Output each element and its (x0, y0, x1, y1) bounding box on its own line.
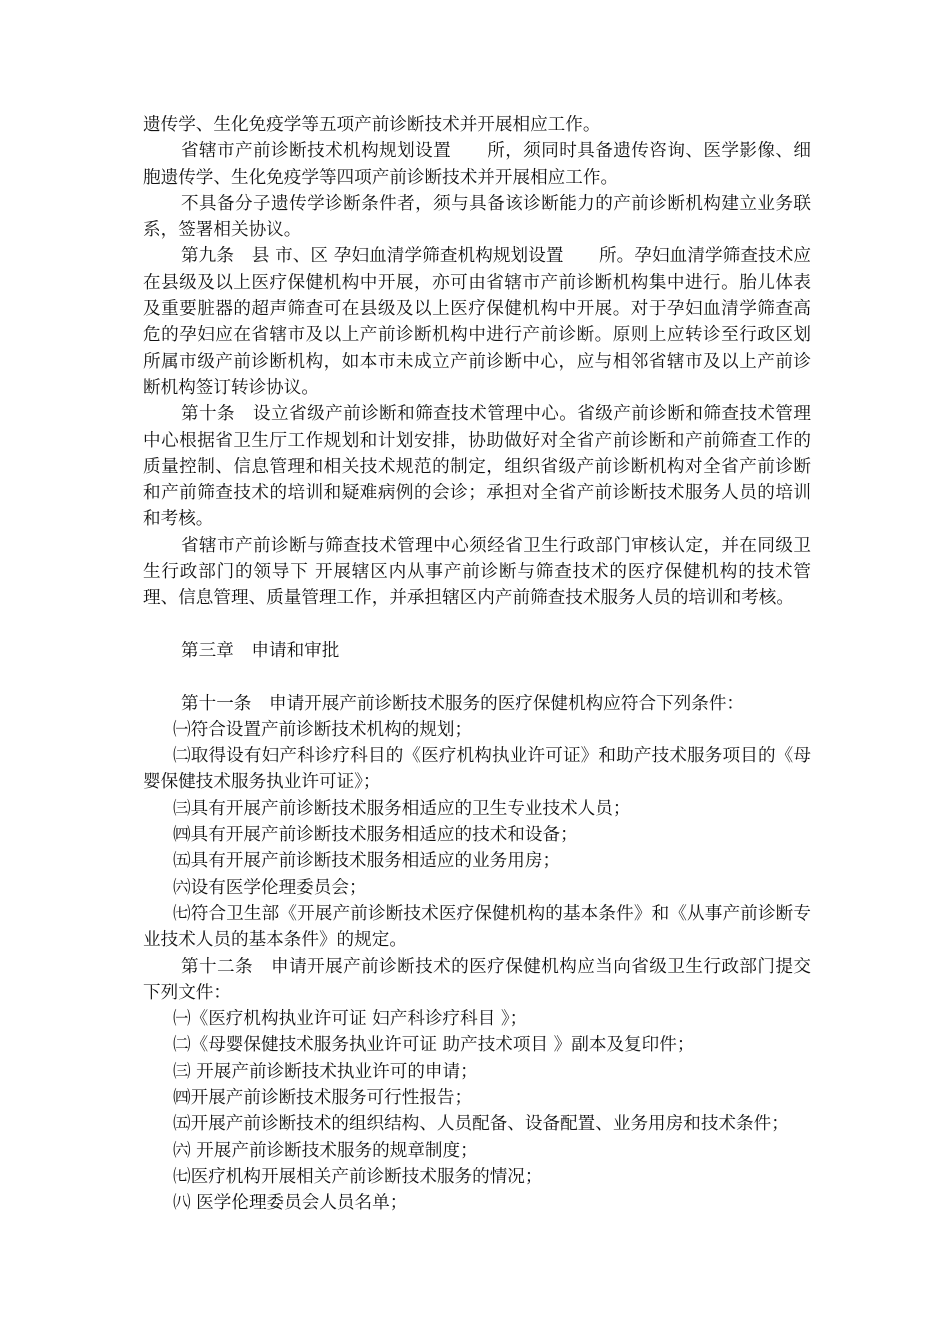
list-item: ㈣开展产前诊断技术服务可行性报告； (173, 1087, 473, 1108)
article-12: 第十二条 申请开展产前诊断技术的医疗保健机构应当向省级卫生行政部门提交下列文件： (143, 956, 811, 1003)
chapter-heading: 第三章 申请和审批 (181, 640, 340, 661)
article-10: 第十条 设立省级产前诊断和筛查技术管理中心。省级产前诊断和筛查技术管理中心根据省卫生厅工作规划和计划安排，协助做好对全省产前诊断和产前筛查工作的质量控制、信息管理和相关技术规范的制定，组织省级产前诊断机构对全省产前诊断和产前筛查技术的培训和疑难病例的会诊；承担对全省产前诊断技术服务人员的培训和考核。 (143, 404, 811, 530)
paragraph: 省辖市产前诊断技术机构规划设置 所，须同时具备遗传咨询、医学影像、细胞遗传学、生化免疫学等四项产前诊断技术并开展相应工作。 (143, 141, 811, 188)
list-item: ㈦符合卫生部《开展产前诊断技术医疗保健机构的基本条件》和《从事产前诊断专业技术人员的基本条件》的规定。 (143, 903, 811, 951)
article-11: 第十一条 申请开展产前诊断技术服务的医疗保健机构应符合下列条件： (181, 693, 745, 714)
list-item: ㈢具有开展产前诊断技术服务相适应的卫生专业技术人员； (173, 798, 631, 819)
list-item: ㈣具有开展产前诊断技术服务相适应的技术和设备； (173, 825, 578, 846)
list-item: ㈠《医疗机构执业许可证 妇产科诊疗科目 》； (173, 1009, 528, 1030)
list-item: ㈥设有医学伦理委员会； (173, 877, 367, 898)
list-item: ㈡取得设有妇产科诊疗科目的《医疗机构执业许可证》和助产技术服务项目的《母婴保健技术服务执业许可证》； (143, 746, 811, 793)
paragraph: 不具备分子遗传学诊断条件者，须与具备该诊断能力的产前诊断机构建立业务联系，签署相关协议。 (143, 193, 811, 241)
list-item: ㈠符合设置产前诊断技术机构的规划； (173, 719, 473, 740)
list-item: ㈦医疗机构开展相关产前诊断技术服务的情况； (173, 1166, 543, 1187)
paragraph: 省辖市产前诊断与筛查技术管理中心须经省卫生行政部门审核认定，并在同级卫生行政部门的领导下 开展辖区内从事产前诊断与筛查技术的医疗保健机构的技术管理、信息管理、质量管理工作，并承担辖区内产前筛查技术服务人员的培训和考核。 (143, 535, 811, 609)
list-item: ㈢ 开展产前诊断技术执业许可的申请； (173, 1061, 478, 1082)
spacer (143, 664, 811, 690)
list-item: ㈡《母婴保健技术服务执业许可证 助产技术项目 》副本及复印件； (173, 1035, 695, 1056)
list-item: ㈤开展产前诊断技术的组织结构、人员配备、设备配置、业务用房和技术条件； (173, 1114, 789, 1135)
paragraph: 遗传学、生化免疫学等五项产前诊断技术并开展相应工作。 (143, 115, 601, 135)
document-body (143, 112, 811, 1216)
list-item: ㈤具有开展产前诊断技术服务相适应的业务用房； (173, 851, 561, 872)
list-item: ㈧ 医学伦理委员会人员名单； (173, 1193, 408, 1214)
article-9: 第九条 县 市、区 孕妇血清学筛查机构规划设置 所。孕妇血清学筛查技术应在县级及以上医疗保健机构中开展，亦可由省辖市产前诊断机构集中进行。胎儿体表及重要脏器的超声筛查可在县级及以上医疗保健机构中开展。对于孕妇血清学筛查高危的孕妇应在省辖市及以上产前诊断机构中进行产前诊断。原则上应转诊至行政区划所属市级产前诊断机构，如本市未成立产前诊断中心，应与相邻省辖市及以上产前诊断机构签订转诊协议。 (143, 246, 811, 398)
list-item: ㈥ 开展产前诊断技术服务的规章制度； (173, 1140, 478, 1161)
spacer (143, 612, 811, 638)
